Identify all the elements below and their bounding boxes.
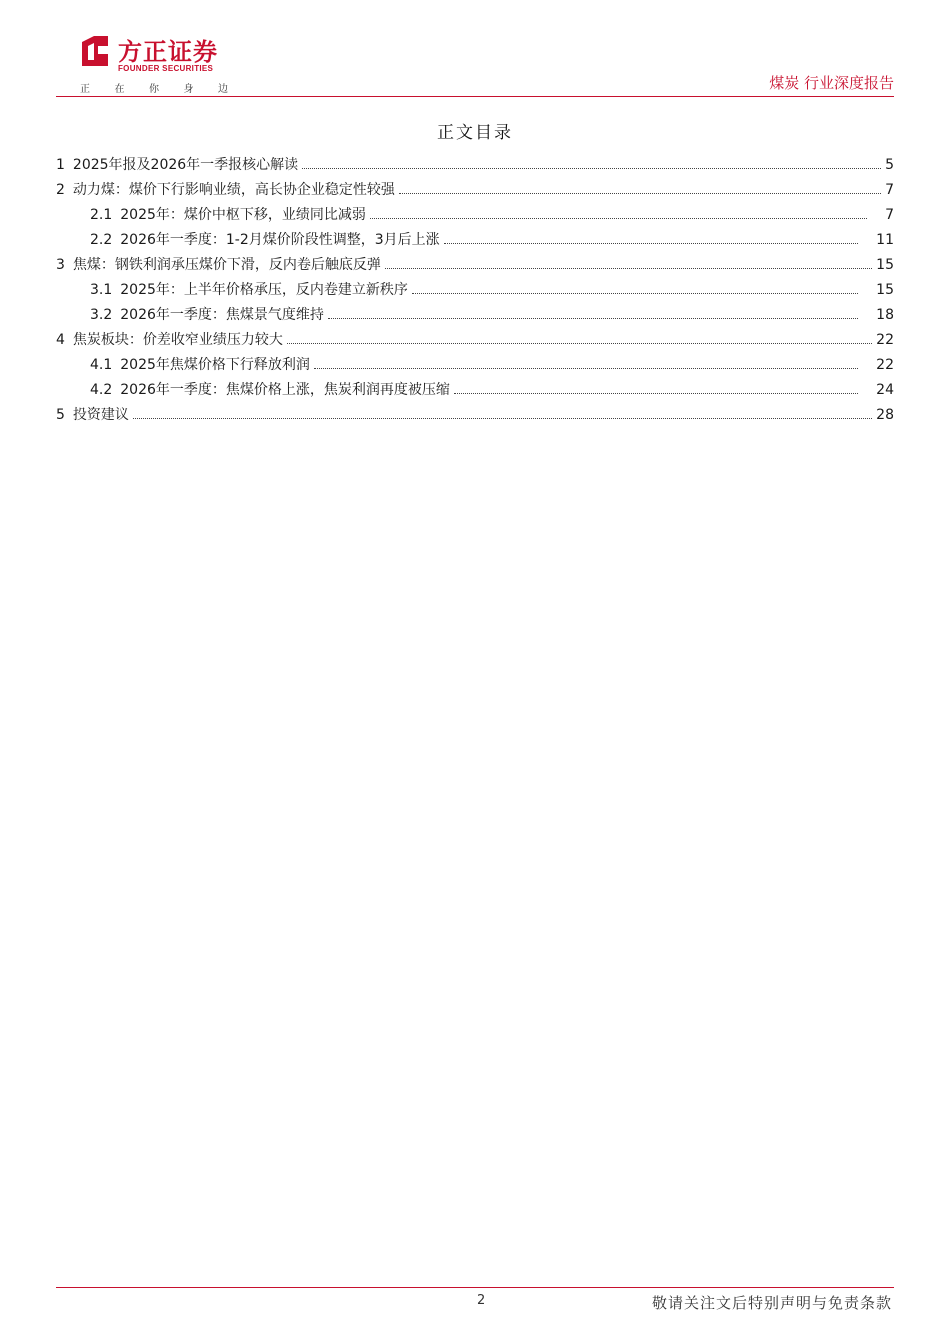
toc-entry[interactable] — [56, 329, 894, 354]
toc-entry-title: 动力煤：煤价下行影响业绩，高长协企业稳定性较强 — [72, 182, 395, 198]
toc-entry-title: 2026年一季度：1-2月煤价阶段性调整，3月后上涨 — [120, 232, 440, 248]
slogan-char: 在 — [114, 84, 125, 95]
toc-entry[interactable] — [56, 304, 894, 329]
toc-leader-dots — [370, 218, 867, 219]
toc-leader-dots — [399, 193, 881, 194]
toc-entry-title: 2025年焦煤价格下行释放利润 — [120, 357, 310, 373]
toc-entry-title: 焦煤：钢铁利润承压煤价下滑，反内卷后触底反弹 — [72, 257, 381, 273]
toc-entry-number: 3.2 — [90, 307, 113, 323]
toc-entry-page: 22 — [876, 332, 894, 348]
table-of-contents — [56, 154, 894, 429]
toc-entry-title: 2025年：上半年价格承压，反内卷建立新秩序 — [120, 282, 408, 298]
page-number: 2 — [477, 1293, 486, 1308]
toc-leader-dots — [302, 168, 881, 169]
slogan-char: 你 — [149, 84, 159, 95]
slogan-char: 边 — [218, 84, 228, 95]
toc-entry-number: 1 — [56, 157, 65, 173]
report-type: 煤炭 行业深度报告 — [769, 74, 894, 92]
toc-entry-number: 4 — [56, 332, 65, 348]
slogan-char: 身 — [183, 84, 194, 95]
toc-entry-number: 3 — [56, 257, 65, 273]
toc-entry-number: 2 — [56, 182, 65, 198]
toc-entry-page: 24 — [876, 382, 894, 398]
toc-entry[interactable] — [56, 279, 894, 304]
toc-entry-number: 3.1 — [90, 282, 113, 298]
toc-entry-page: 15 — [876, 282, 894, 298]
toc-entry[interactable] — [56, 354, 894, 379]
header-divider — [56, 96, 894, 97]
toc-entry[interactable] — [56, 229, 894, 254]
toc-entry-page: 28 — [876, 407, 894, 423]
toc-entry-title: 2026年一季度：焦煤景气度维持 — [120, 307, 324, 323]
footer-divider — [56, 1287, 894, 1288]
toc-leader-dots — [314, 368, 858, 369]
toc-leader-dots — [328, 318, 858, 319]
toc-leader-dots — [133, 418, 872, 419]
toc-entry-title: 焦炭板块：价差收窄业绩压力较大 — [72, 332, 283, 348]
toc-title: 正文目录 — [437, 123, 513, 143]
toc-entry[interactable] — [56, 379, 894, 404]
toc-entry-page: 7 — [885, 207, 894, 223]
toc-entry-number: 4.2 — [90, 382, 113, 398]
toc-entry-number: 2.2 — [90, 232, 113, 248]
toc-entry[interactable] — [56, 254, 894, 279]
toc-entry[interactable] — [56, 179, 894, 204]
toc-entry-page: 22 — [876, 357, 894, 373]
toc-entry-number: 2.1 — [90, 207, 113, 223]
toc-leader-dots — [287, 343, 872, 344]
disclaimer-notice: 敬请关注文后特别声明与免责条款 — [651, 1294, 892, 1312]
toc-entry-title: 2025年：煤价中枢下移，业绩同比减弱 — [120, 207, 366, 223]
toc-entry[interactable] — [56, 204, 894, 229]
toc-leader-dots — [444, 243, 859, 244]
slogan-char: 正 — [80, 84, 90, 95]
company-logo — [78, 30, 238, 96]
toc-leader-dots — [412, 293, 858, 294]
logo-chinese-name: 方正证券 — [118, 38, 218, 66]
toc-entry-page: 7 — [885, 182, 894, 198]
toc-entry-number: 5 — [56, 407, 65, 423]
founder-logo-icon — [78, 34, 112, 68]
toc-leader-dots — [454, 393, 858, 394]
toc-entry-page: 5 — [885, 157, 894, 173]
logo-slogan — [80, 80, 228, 95]
toc-entry-title: 2025年报及2026年一季报核心解读 — [72, 157, 299, 173]
toc-entry-number: 4.1 — [90, 357, 113, 373]
toc-entry[interactable] — [56, 404, 894, 429]
toc-entry-title: 投资建议 — [72, 407, 129, 423]
logo-english-name: FOUNDER SECURITIES — [118, 64, 214, 73]
toc-entry-page: 18 — [876, 307, 894, 323]
toc-entry-title: 2026年一季度：焦煤价格上涨，焦炭利润再度被压缩 — [120, 382, 450, 398]
toc-entry[interactable] — [56, 154, 894, 179]
toc-leader-dots — [385, 268, 872, 269]
toc-entry-page: 15 — [876, 257, 894, 273]
toc-entry-page: 11 — [876, 232, 894, 248]
